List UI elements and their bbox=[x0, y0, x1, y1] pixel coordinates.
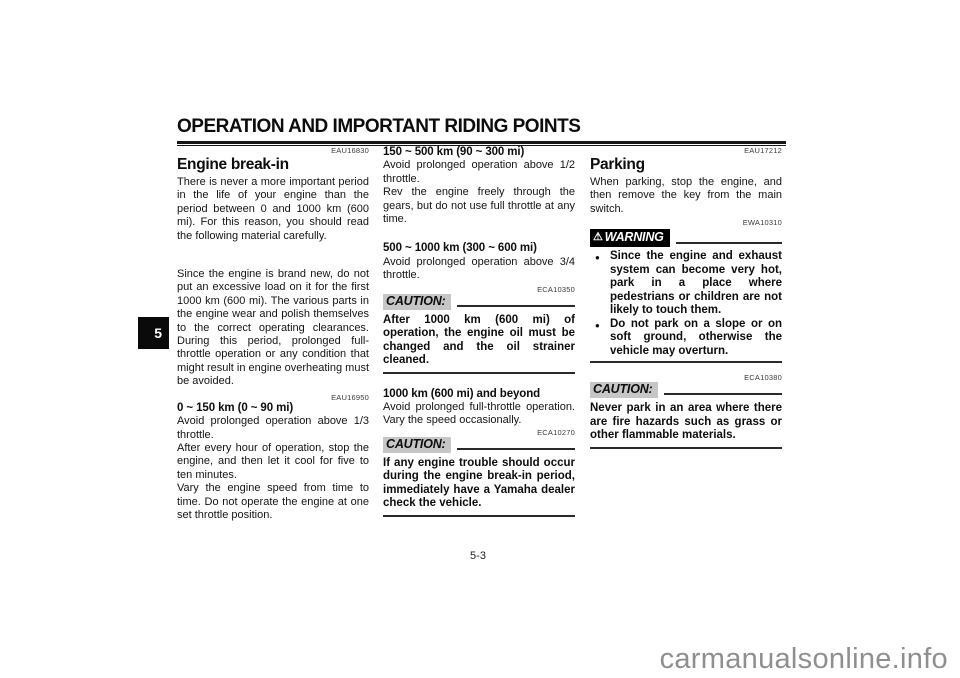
caution-label: CAUTION: bbox=[383, 437, 451, 453]
spacer bbox=[383, 226, 575, 242]
caution-label: CAUTION: bbox=[590, 382, 658, 398]
ref-code: EAU16950 bbox=[331, 392, 369, 402]
bullet-icon: ● bbox=[595, 253, 600, 263]
warning-header bbox=[590, 229, 782, 247]
title-block bbox=[177, 116, 786, 146]
caution-text: If any engine trouble should occur during the engine break-in period, immediately have a Yamaha dealer check the vehicle. bbox=[383, 456, 575, 510]
paragraph: Avoid prolonged full-throttle operation. Vary the speed occasionally. bbox=[383, 401, 575, 427]
header-rule bbox=[676, 242, 782, 244]
caution-header bbox=[383, 294, 575, 310]
ref-code: ECA10380 bbox=[744, 373, 782, 383]
column-break-in-schedule bbox=[383, 146, 575, 517]
warning-bullet bbox=[590, 250, 782, 318]
caution-text: After 1000 km (600 mi) of operation, the engine oil must be changed and the oil strainer cleaned. bbox=[383, 313, 575, 367]
chapter-tab bbox=[138, 317, 169, 349]
closing-rule bbox=[590, 361, 782, 363]
paragraph: Since the engine is brand new, do not put an excessive load on it for the first 1000 km (600 mi). The various parts in the engine wear and polish themselves to the correct operating clearances. During this period, prolonged full-throttle operation or any condition that might result in engine overheating must be avoided. bbox=[177, 268, 369, 388]
caution-box-engine-trouble bbox=[383, 437, 575, 517]
warning-bullet-text: Do not park on a slope or on soft ground, otherwise the vehicle may overturn. bbox=[610, 317, 782, 357]
subheading-1000km-beyond: 1000 km (600 mi) and beyond bbox=[383, 387, 541, 400]
chapter-tab-number: 5 bbox=[154, 325, 162, 341]
warning-label-text: WARNING bbox=[604, 230, 664, 245]
subheading-150-500km: 150 ~ 500 km (90 ~ 300 mi) bbox=[383, 146, 525, 158]
paragraph: Avoid prolonged operation above 3/4 throttle. bbox=[383, 255, 575, 282]
page-number: 5-3 bbox=[470, 550, 486, 562]
header-rule bbox=[457, 448, 575, 450]
caution-label: CAUTION: bbox=[383, 294, 451, 310]
closing-rule bbox=[383, 515, 575, 517]
caution-box-fire-hazard bbox=[590, 382, 782, 449]
paragraph: After every hour of operation, stop the engine, and then let it cool for five to ten minutes. bbox=[177, 441, 369, 481]
paragraph: Rev the engine freely through the gears, but do not use full throttle at any time. bbox=[383, 186, 575, 226]
ref-code: ECA10350 bbox=[537, 284, 575, 294]
subheading-500-1000km: 500 ~ 1000 km (300 ~ 600 mi) bbox=[383, 242, 537, 255]
paragraph: Vary the engine speed from time to time. Do not operate the engine at one set throttle position. bbox=[177, 482, 369, 521]
ref-code: EAU16830 bbox=[331, 146, 369, 155]
header-rule bbox=[457, 305, 575, 307]
closing-rule bbox=[590, 447, 782, 449]
paragraph: Avoid prolonged operation above 1/2 throttle. bbox=[383, 159, 575, 185]
paragraph: There is never a more important period in the life of your engine than the period between 0 and 1000 km (600 mi). For this reason, you should read the following material carefully. bbox=[177, 176, 369, 242]
warning-triangle-icon: ⚠ bbox=[593, 231, 603, 244]
caution-text: Never park in an area where there are fire hazards such as grass or other flammable materials. bbox=[590, 402, 782, 442]
bullet-icon: ● bbox=[595, 320, 600, 330]
spacer bbox=[383, 374, 575, 388]
spacer bbox=[177, 243, 369, 268]
warning-label bbox=[590, 229, 670, 247]
caution-header bbox=[383, 437, 575, 453]
column-engine-break-in bbox=[177, 146, 369, 522]
watermark: carmanualsonline.info bbox=[659, 643, 948, 675]
paragraph: When parking, stop the engine, and then remove the key from the main switch. bbox=[590, 176, 782, 215]
section-heading-engine-break-in: Engine break-in bbox=[177, 156, 289, 173]
caution-box-oil-change bbox=[383, 294, 575, 374]
ref-code: ECA10270 bbox=[537, 427, 575, 437]
title-underline-thick bbox=[177, 141, 786, 144]
warning-bullet-text: Since the engine and exhaust system can become very hot, park in a place where pedestrians or children are not likely to touch them. bbox=[610, 250, 782, 317]
ref-code: EWA10310 bbox=[742, 218, 782, 228]
section-heading-parking: Parking bbox=[590, 156, 645, 173]
warning-bullet bbox=[590, 318, 782, 359]
column-parking bbox=[590, 146, 782, 449]
ref-code: EAU17212 bbox=[744, 146, 782, 155]
header-rule bbox=[664, 393, 782, 395]
subheading-0-150km: 0 ~ 150 km (0 ~ 90 mi) bbox=[177, 401, 294, 414]
page-title: OPERATION AND IMPORTANT RIDING POINTS bbox=[177, 116, 581, 137]
warning-box-parking bbox=[590, 229, 782, 363]
caution-header bbox=[590, 382, 782, 398]
paragraph: Avoid prolonged operation above 1/3 throttle. bbox=[177, 415, 369, 441]
